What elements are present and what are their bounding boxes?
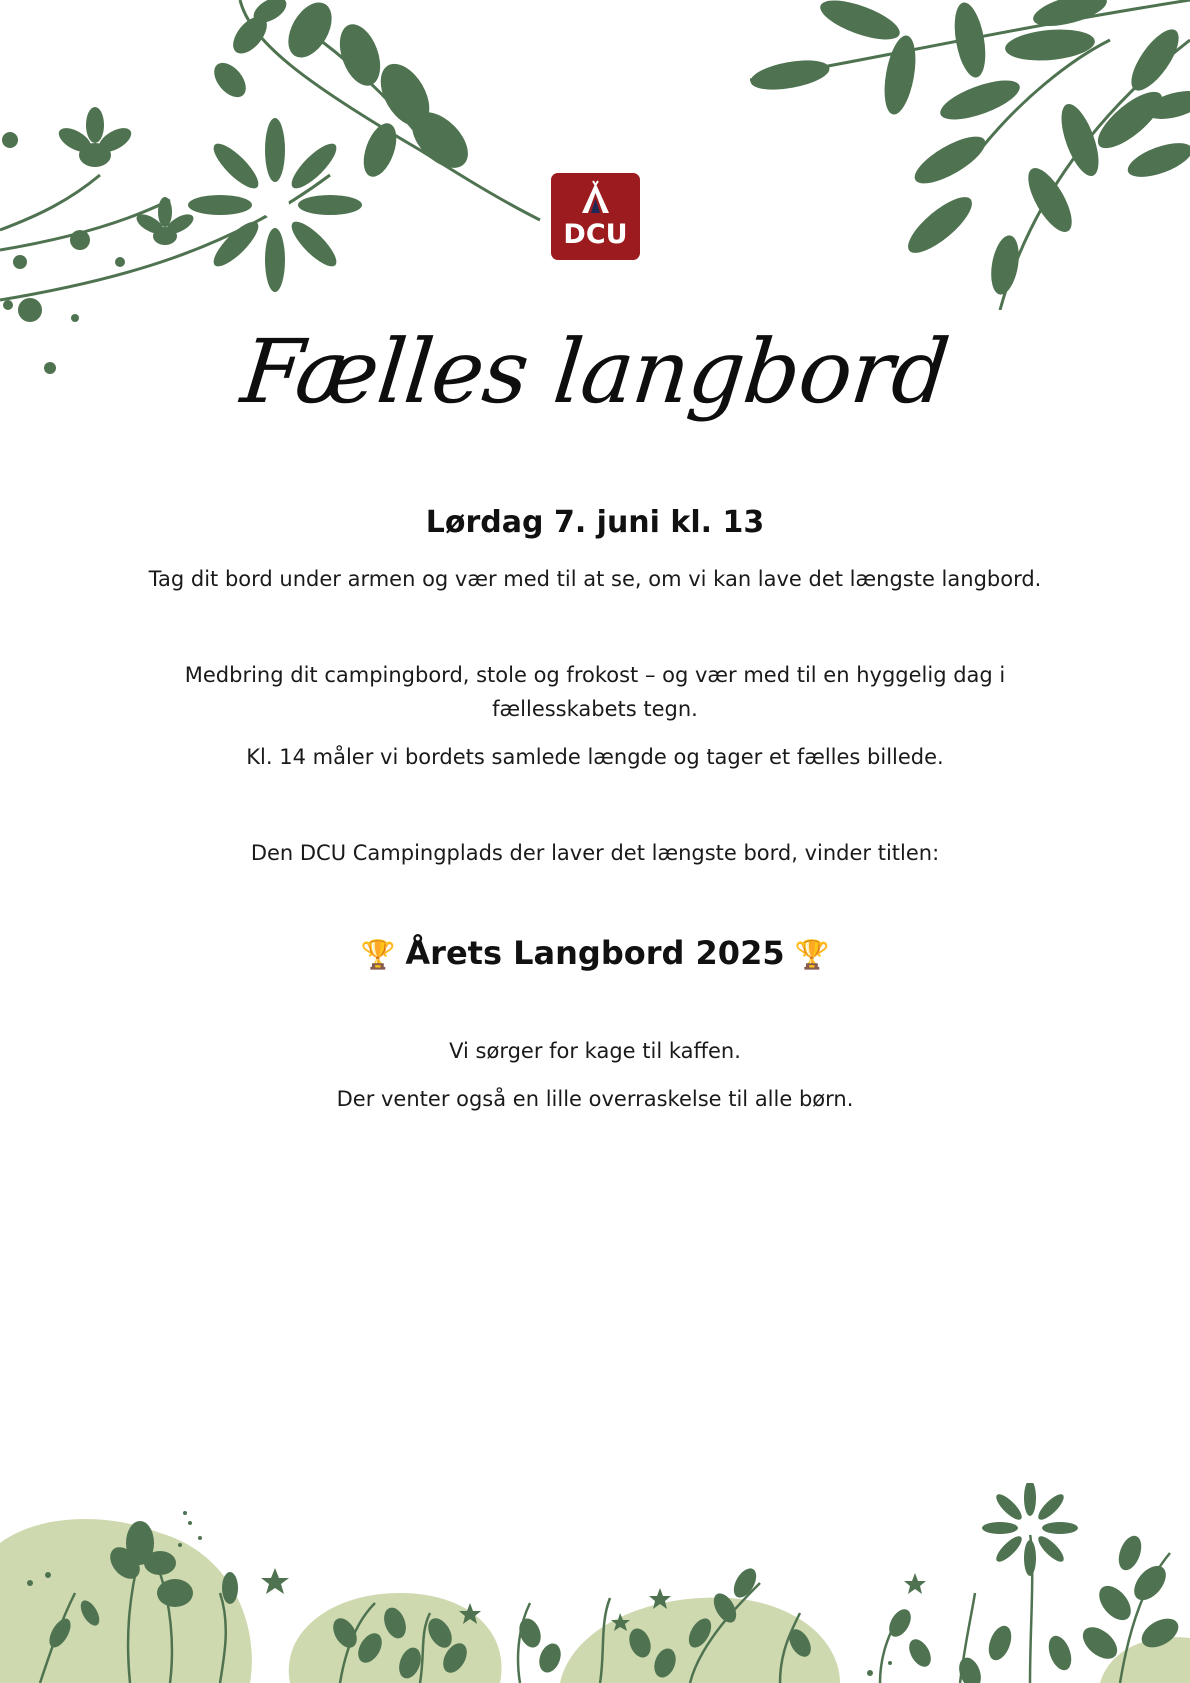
award-text: Årets Langbord 2025 bbox=[405, 934, 785, 972]
paragraph-bring: Medbring dit campingbord, stole og frokost – og vær med til en hyggelig dag i fællesskabets tegn. bbox=[184, 663, 1006, 721]
paragraph-cake: Vi sørger for kage til kaffen. bbox=[449, 1039, 741, 1063]
paragraph-measure: Kl. 14 måler vi bordets samlede længde og tager et fælles billede. bbox=[246, 745, 944, 769]
trophy-icon: 🏆 bbox=[360, 938, 396, 971]
award-title bbox=[130, 934, 1060, 972]
paragraph-winner: Den DCU Campingplads der laver det længste bord, vinder titlen: bbox=[250, 841, 940, 865]
logo-text: DCU bbox=[563, 219, 628, 250]
trophy-icon: 🏆 bbox=[794, 938, 830, 971]
foliage-top-right bbox=[750, 0, 1190, 310]
foliage-bottom bbox=[0, 1483, 1190, 1683]
paragraph-intro: Tag dit bord under armen og vær med til at se, om vi kan lave det længste langbord. bbox=[148, 567, 1042, 591]
event-date: Lørdag 7. juni kl. 13 bbox=[425, 505, 765, 540]
dcu-logo bbox=[551, 173, 640, 260]
main-content bbox=[130, 505, 1060, 1116]
paragraph-kids: Der venter også en lille overraskelse til alle børn. bbox=[336, 1087, 854, 1111]
page-title: Fælles langbord bbox=[236, 320, 954, 423]
